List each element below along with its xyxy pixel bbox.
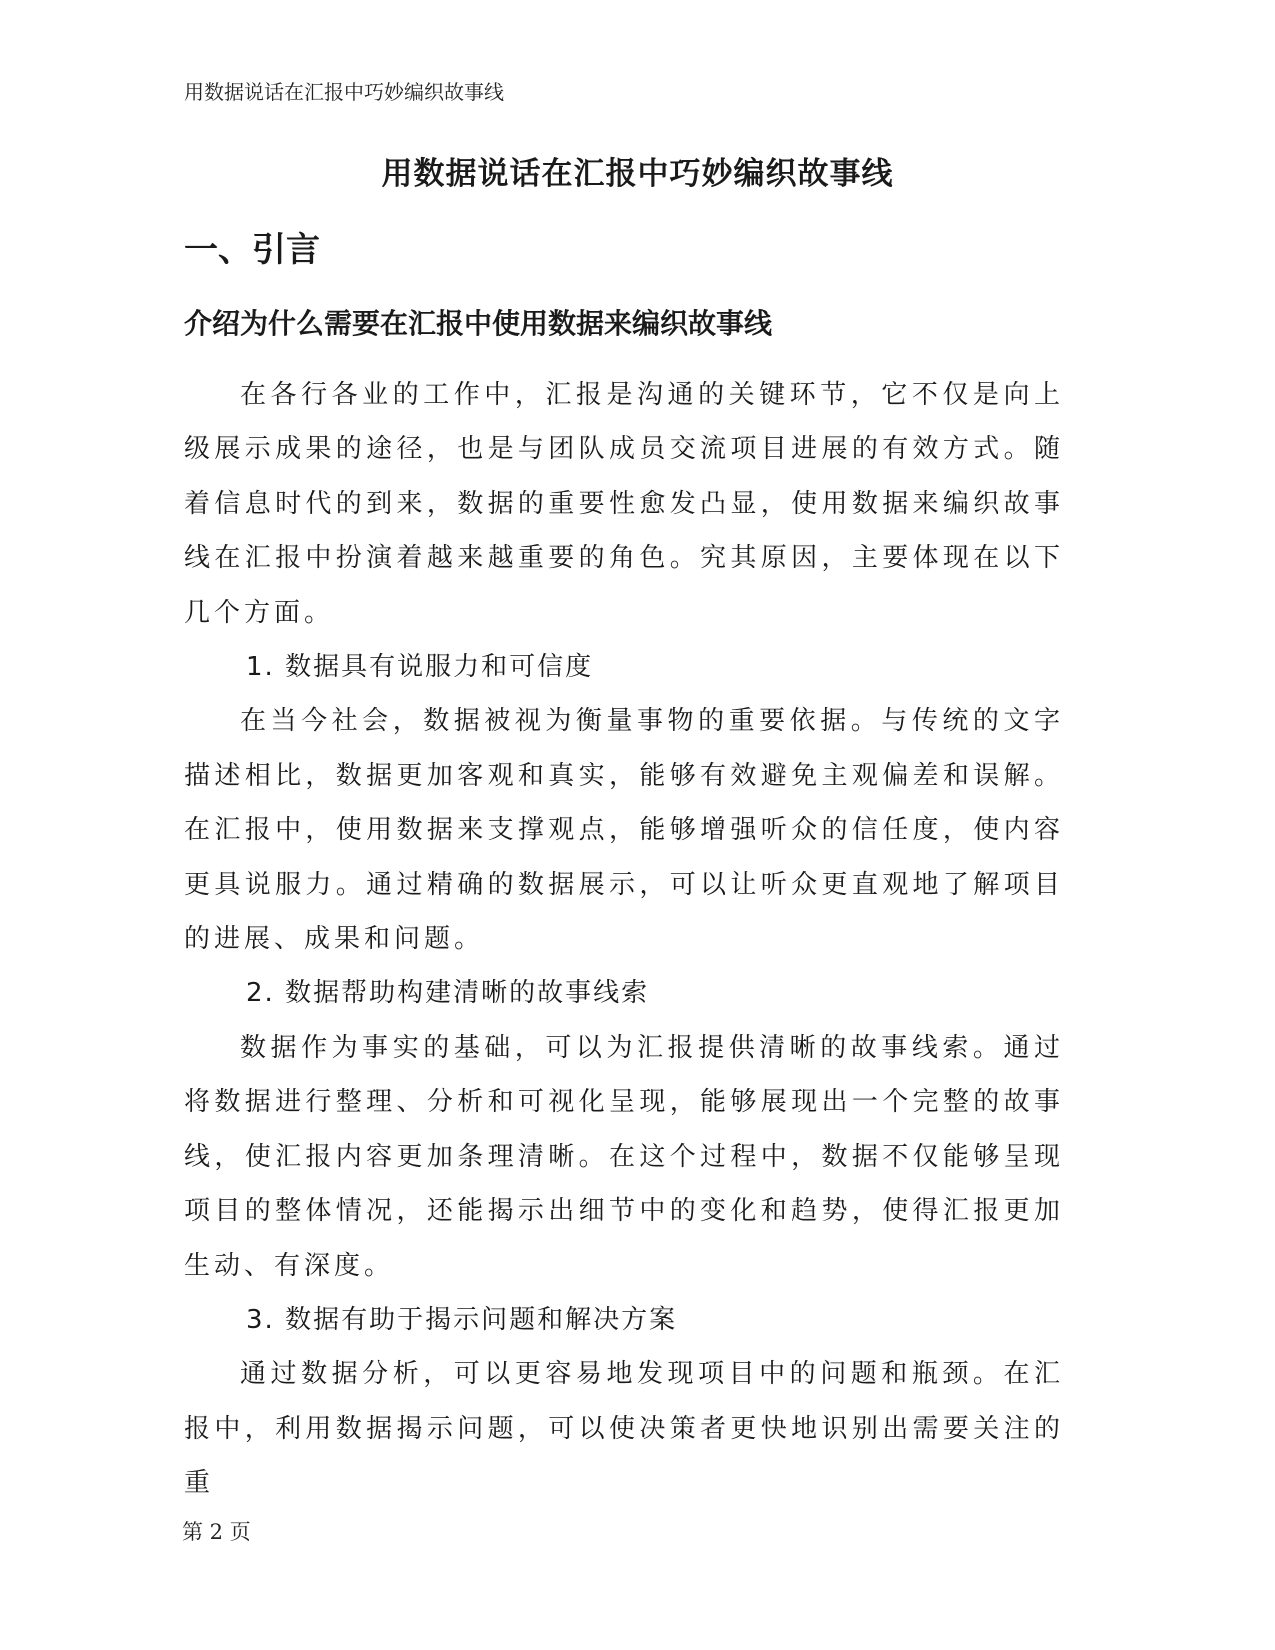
item-paragraph-2: 数据作为事实的基础，可以为汇报提供清晰的故事线索。通过将数据进行整理、分析和可视化呈现，能够展现出一个完整的故事线，使汇报内容更加条理清晰。在这个过程中，数据不仅能够呈现项目的整体情况，还能揭示出细节中的变化和趋势，使得汇报更加生动、有深度。 xyxy=(184,1032,1064,1281)
intro-paragraph: 在各行各业的工作中，汇报是沟通的关键环节，它不仅是向上级展示成果的途径，也是与团队成员交流项目进展的有效方式。随着信息时代的到来，数据的重要性愈发凸显，使用数据来编织故事线在汇报中扮演着越来越重要的角色。究其原因，主要体现在以下几个方面。 xyxy=(184,380,1064,628)
document-body xyxy=(184,368,1064,1511)
document-title: 用数据说话在汇报中巧妙编织故事线 xyxy=(381,156,894,192)
running-header: 用数据说话在汇报中巧妙编织故事线 xyxy=(184,80,504,104)
item-paragraph-3: 通过数据分析，可以更容易地发现项目中的问题和瓶颈。在汇报中，利用数据揭示问题，可以使决策者更快地识别出需要关注的重 xyxy=(184,1359,1064,1499)
section-heading: 一、引言 xyxy=(184,230,320,270)
page-number: 第 2 页 xyxy=(182,1520,251,1544)
sub-heading: 介绍为什么需要在汇报中使用数据来编织故事线 xyxy=(184,307,773,340)
item-heading-1: 1. 数据具有说服力和可信度 xyxy=(246,652,594,683)
item-heading-2: 2. 数据帮助构建清晰的故事线索 xyxy=(246,978,650,1009)
item-paragraph-1: 在当今社会，数据被视为衡量事物的重要依据。与传统的文字描述相比，数据更加客观和真实，能够有效避免主观偏差和误解。在汇报中，使用数据来支撑观点，能够增强听众的信任度，使内容更具说服力。通过精确的数据展示，可以让听众更直观地了解项目的进展、成果和问题。 xyxy=(184,706,1064,955)
item-heading-3: 3. 数据有助于揭示问题和解决方案 xyxy=(246,1304,678,1335)
